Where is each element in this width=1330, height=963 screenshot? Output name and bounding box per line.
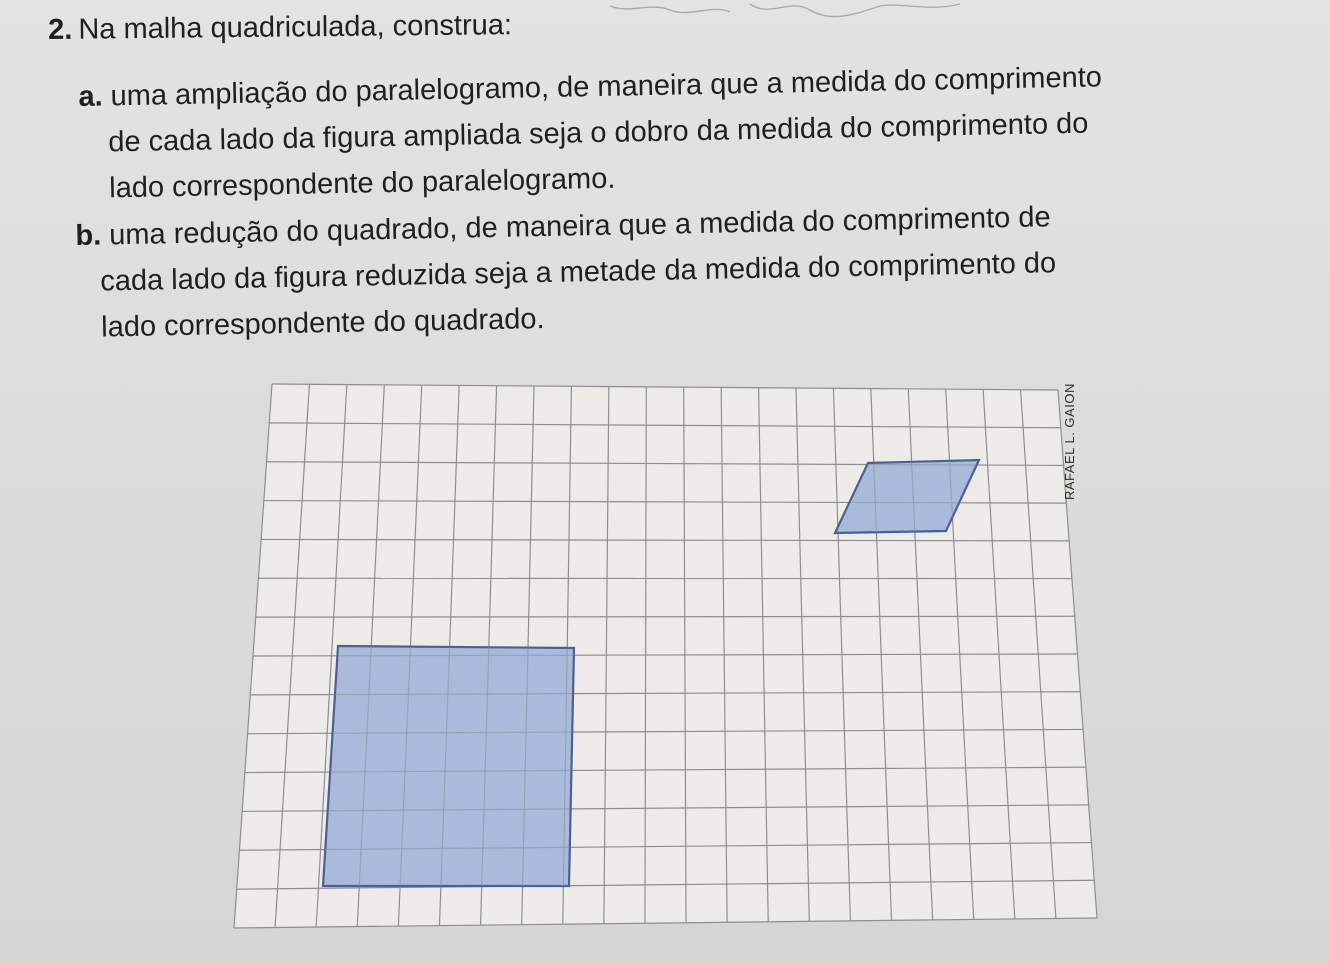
item-b-line-2: cada lado da figura reduzida seja a metade da medida do comprimento do — [100, 247, 1057, 298]
question-title: Na malha quadriculada, construa: — [78, 9, 513, 46]
item-b-text-1: uma redução do quadrado, de maneira que a medida do comprimento de — [108, 201, 1051, 252]
illustrator-credit: RAFAEL L. GAION — [1062, 383, 1077, 500]
item-a-letter: a. — [78, 80, 103, 113]
item-b-letter: b. — [75, 219, 102, 252]
item-a-text-1: uma ampliação do paralelogramo, de maneira que a medida do comprimento — [110, 61, 1103, 113]
item-a-line-3: lado correspondente do paralelogramo. — [108, 162, 616, 205]
item-a-line-2: de cada lado da figura ampliada seja o dobro da medida do comprimento do — [108, 107, 1089, 159]
question-number: 2. — [48, 13, 73, 46]
item-b-line-3: lado correspondente do quadrado. — [100, 303, 545, 344]
